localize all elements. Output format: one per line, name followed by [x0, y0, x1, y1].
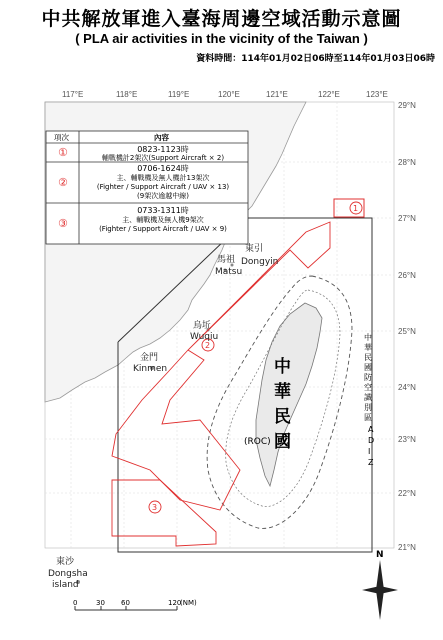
lat-tick: 28°N: [398, 158, 416, 167]
roc-label-en: (ROC): [244, 437, 271, 447]
table-row-2-line: 0706-1624時: [137, 164, 189, 173]
lon-tick: 117°E: [62, 90, 84, 99]
north-label: N: [376, 550, 384, 560]
dongsha-label-en2: island: [52, 580, 79, 590]
scale-label: 60: [121, 599, 130, 607]
track-zone-3: [112, 480, 216, 546]
adiz-char: 民: [364, 353, 372, 362]
adiz-char: Z: [368, 458, 374, 467]
marker-2-label: 2: [205, 341, 211, 350]
table-row-2-line: 主、輔戰機及無人機計13架次: [116, 174, 210, 182]
table-header-content: 內容: [154, 133, 169, 142]
marker-1-label: 1: [353, 204, 359, 213]
lat-tick: 21°N: [398, 543, 416, 552]
adiz-label: [364, 332, 374, 467]
adiz-char: 識: [364, 393, 372, 402]
north-arrow-icon: [362, 550, 398, 620]
table-row-2-num: ②: [58, 176, 68, 189]
adiz-char: D: [368, 436, 375, 445]
roc-label-zh-2: 華: [274, 382, 291, 402]
scale-label: 120: [168, 599, 182, 607]
data-period: 資料時間：114年01月02日06時至114年01月03日06時: [196, 54, 435, 64]
adiz-char: 空: [364, 383, 372, 392]
lat-tick: 25°N: [398, 327, 416, 336]
map-subtitle: ( PLA air activities in the vicinity of the Taiwan ): [75, 31, 368, 46]
table-row-3-line: (Fighter / Support Aircraft / UAV × 9): [99, 225, 227, 233]
matsu-label-zh: 馬祖: [217, 255, 236, 265]
lon-tick: 118°E: [116, 90, 138, 99]
lat-tick: 26°N: [398, 271, 416, 280]
lat-tick: 29°N: [398, 101, 416, 110]
table-row-3-line: 0733-1311時: [137, 206, 189, 215]
lat-tick: 23°N: [398, 435, 416, 444]
adiz-char: 中: [364, 333, 372, 342]
table-row-2-line: (9架次逾越中線): [137, 192, 189, 200]
adiz-char: I: [368, 447, 371, 456]
track-zone-1: [334, 199, 364, 217]
activity-table: [46, 131, 248, 244]
roc-label-zh-4: 國: [274, 432, 291, 452]
adiz-char: 區: [364, 413, 372, 422]
lon-tick: 119°E: [168, 90, 190, 99]
scale-unit: (NM): [180, 599, 197, 607]
lat-tick: 24°N: [398, 383, 416, 392]
adiz-char: 華: [364, 343, 372, 352]
kinmen-label-en: Kinmen: [133, 364, 168, 374]
wuqiu-label-zh: 烏坵: [193, 321, 212, 331]
lon-tick: 123°E: [366, 90, 388, 99]
table-header-num: 項次: [54, 133, 69, 142]
scale-label: 0: [73, 599, 78, 607]
marker-3-label: 3: [152, 503, 158, 512]
lon-tick: 120°E: [218, 90, 240, 99]
table-row-3-line: 主、輔戰機及無人機9架次: [122, 216, 204, 224]
adiz-char: 別: [364, 403, 372, 412]
table-row-2-line: (Fighter / Support Aircraft / UAV × 13): [96, 183, 230, 191]
dongyin-label-zh: 東引: [245, 244, 264, 254]
lat-tick: 27°N: [398, 214, 416, 223]
lon-tick: 121°E: [266, 90, 288, 99]
roc-label-zh-3: 民: [274, 407, 291, 427]
lat-tick: 22°N: [398, 489, 416, 498]
matsu-label-en: Matsu: [215, 267, 243, 277]
lon-tick: 122°E: [318, 90, 340, 99]
map-title: 中共解放軍進入臺海周邊空域活動示意圖: [41, 8, 402, 30]
table-row-3-num: ③: [58, 217, 68, 230]
scale-bar: [73, 599, 197, 610]
wuqiu-label-en: Wuqiu: [190, 332, 219, 342]
kinmen-label-zh: 金門: [140, 353, 159, 363]
adiz-char: A: [368, 425, 374, 434]
roc-label-zh-1: 中: [274, 357, 291, 377]
table-row-1-line: 0823-1123時: [137, 145, 189, 154]
scale-label: 30: [96, 599, 105, 607]
adiz-char: 防: [364, 373, 372, 382]
dongsha-label-zh: 東沙: [56, 557, 75, 567]
dongsha-label-en: Dongsha: [48, 569, 88, 579]
table-row-1-line: 輔戰機計2架次(Support Aircraft × 2): [101, 154, 225, 162]
dongyin-label-en: Dongyin: [241, 257, 279, 267]
adiz-char: 國: [364, 363, 372, 372]
table-row-1-num: ①: [58, 146, 68, 159]
